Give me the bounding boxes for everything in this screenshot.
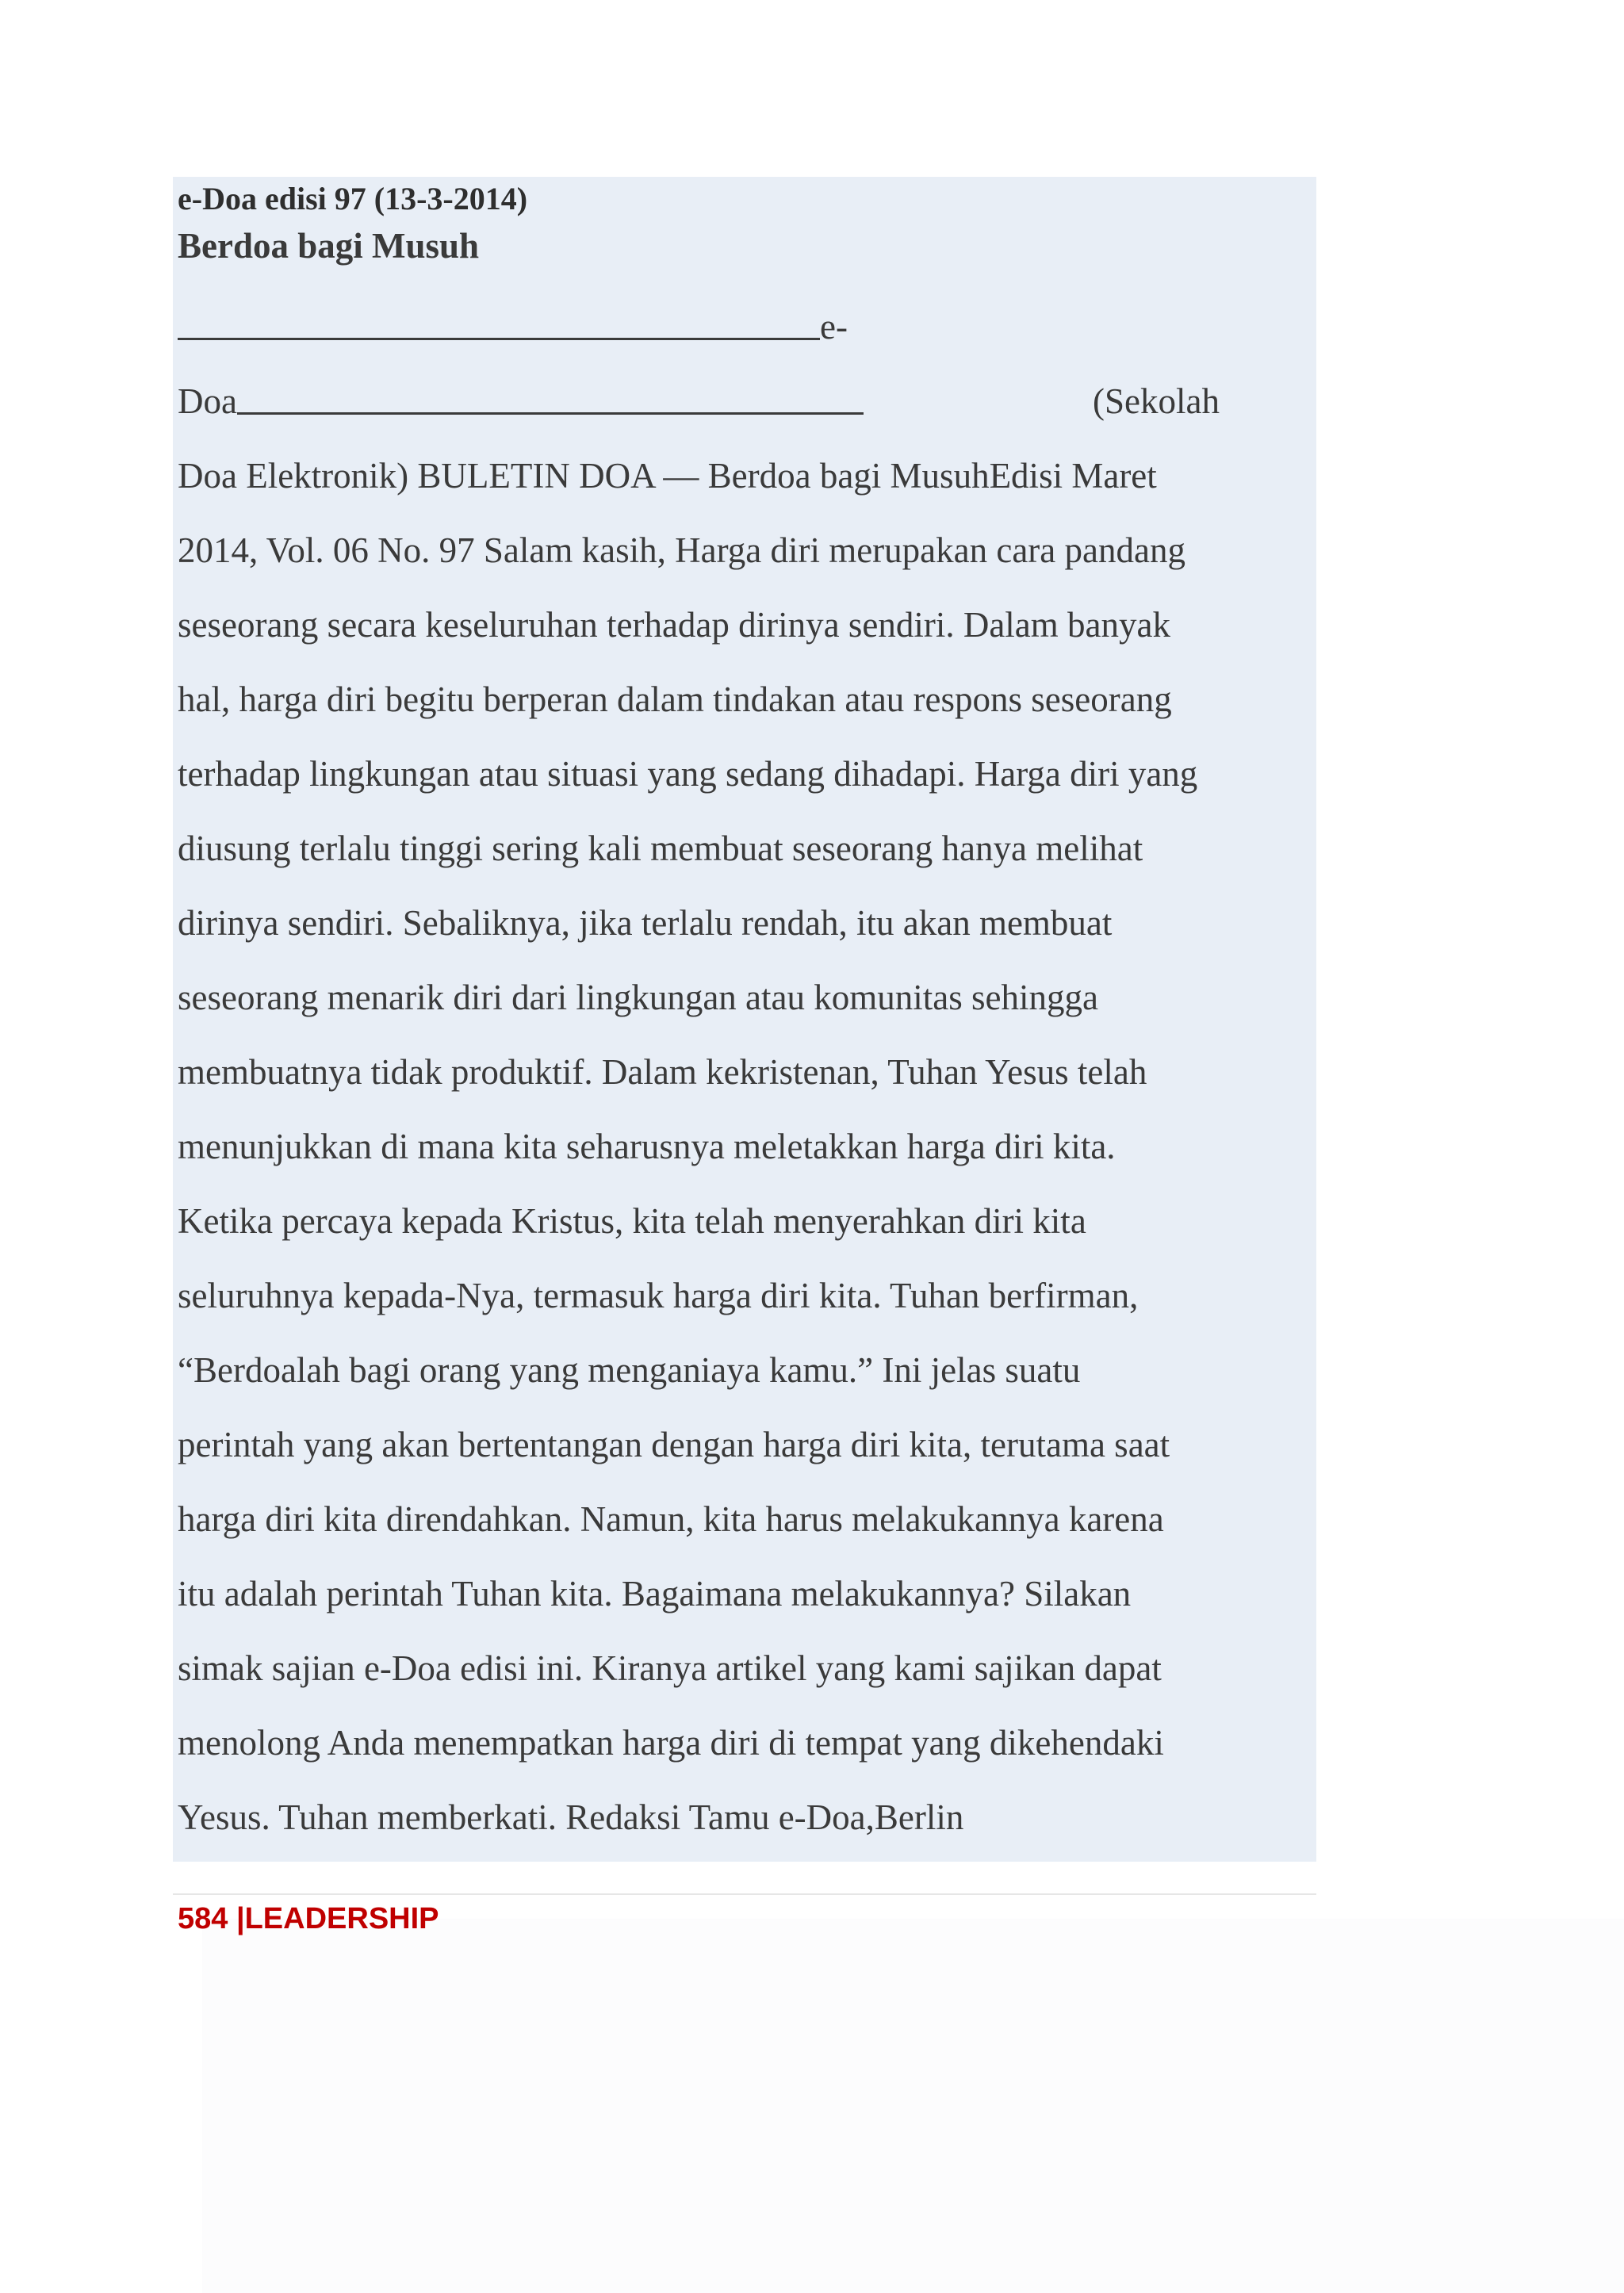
body-line: Ketika percaya kepada Kristus, kita telah menyerahkan diri kita: [178, 1201, 1086, 1241]
body-line-2: [178, 379, 864, 423]
body-line-2-right: (Sekolah: [1093, 381, 1220, 421]
body-line: hal, harga diri begitu berperan dalam tindakan atau respons seseorang: [178, 679, 1172, 719]
body-line: menolong Anda menempatkan harga diri di tempat yang dikehendaki: [178, 1723, 1164, 1763]
body-line: seseorang secara keseluruhan terhadap dirinya sendiri. Dalam banyak: [178, 605, 1170, 645]
page-footer-label: 584 |LEADERSHIP: [178, 1902, 439, 1935]
underline-rule: [237, 412, 864, 415]
body-line: itu adalah perintah Tuhan kita. Bagaimana melakukannya? Silakan: [178, 1574, 1132, 1614]
article-title: Berdoa bagi Musuh: [178, 226, 480, 266]
body-line: Yesus. Tuhan memberkati. Redaksi Tamu e-Doa,Berlin: [178, 1797, 964, 1837]
body-line: seluruhnya kepada-Nya, termasuk harga diri kita. Tuhan berfirman,: [178, 1276, 1139, 1315]
body-line-1-text: e-: [820, 307, 848, 346]
body-line: perintah yang akan bertentangan dengan harga diri kita, terutama saat: [178, 1425, 1170, 1464]
body-line: terhadap lingkungan atau situasi yang sedang dihadapi. Harga diri yang: [178, 754, 1198, 794]
page-shading: [202, 1919, 1624, 2293]
underline-rule: [178, 337, 820, 340]
body-line: menunjukkan di mana kita seharusnya meletakkan harga diri kita.: [178, 1127, 1116, 1166]
body-line: diusung terlalu tinggi sering kali membuat seseorang hanya melihat: [178, 829, 1143, 868]
body-line-2-text: Doa: [178, 381, 237, 421]
body-line: dirinya sendiri. Sebaliknya, jika terlalu rendah, itu akan membuat: [178, 903, 1113, 943]
edition-line: e-Doa edisi 97 (13-3-2014): [178, 181, 528, 216]
body-line-1: [178, 304, 848, 349]
body-line: simak sajian e-Doa edisi ini. Kiranya artikel yang kami sajikan dapat: [178, 1648, 1162, 1688]
body-line: 2014, Vol. 06 No. 97 Salam kasih, Harga diri merupakan cara pandang: [178, 530, 1185, 570]
body-line: membuatnya tidak produktif. Dalam kekristenan, Tuhan Yesus telah: [178, 1052, 1147, 1092]
body-line: “Berdoalah bagi orang yang menganiaya kamu.” Ini jelas suatu: [178, 1350, 1081, 1390]
body-line: Doa Elektronik) BULETIN DOA — Berdoa bagi MusuhEdisi Maret: [178, 456, 1157, 496]
body-line: harga diri kita direndahkan. Namun, kita harus melakukannya karena: [178, 1499, 1164, 1539]
footer-divider: [173, 1893, 1316, 1895]
body-line: seseorang menarik diri dari lingkungan atau komunitas sehingga: [178, 978, 1098, 1017]
